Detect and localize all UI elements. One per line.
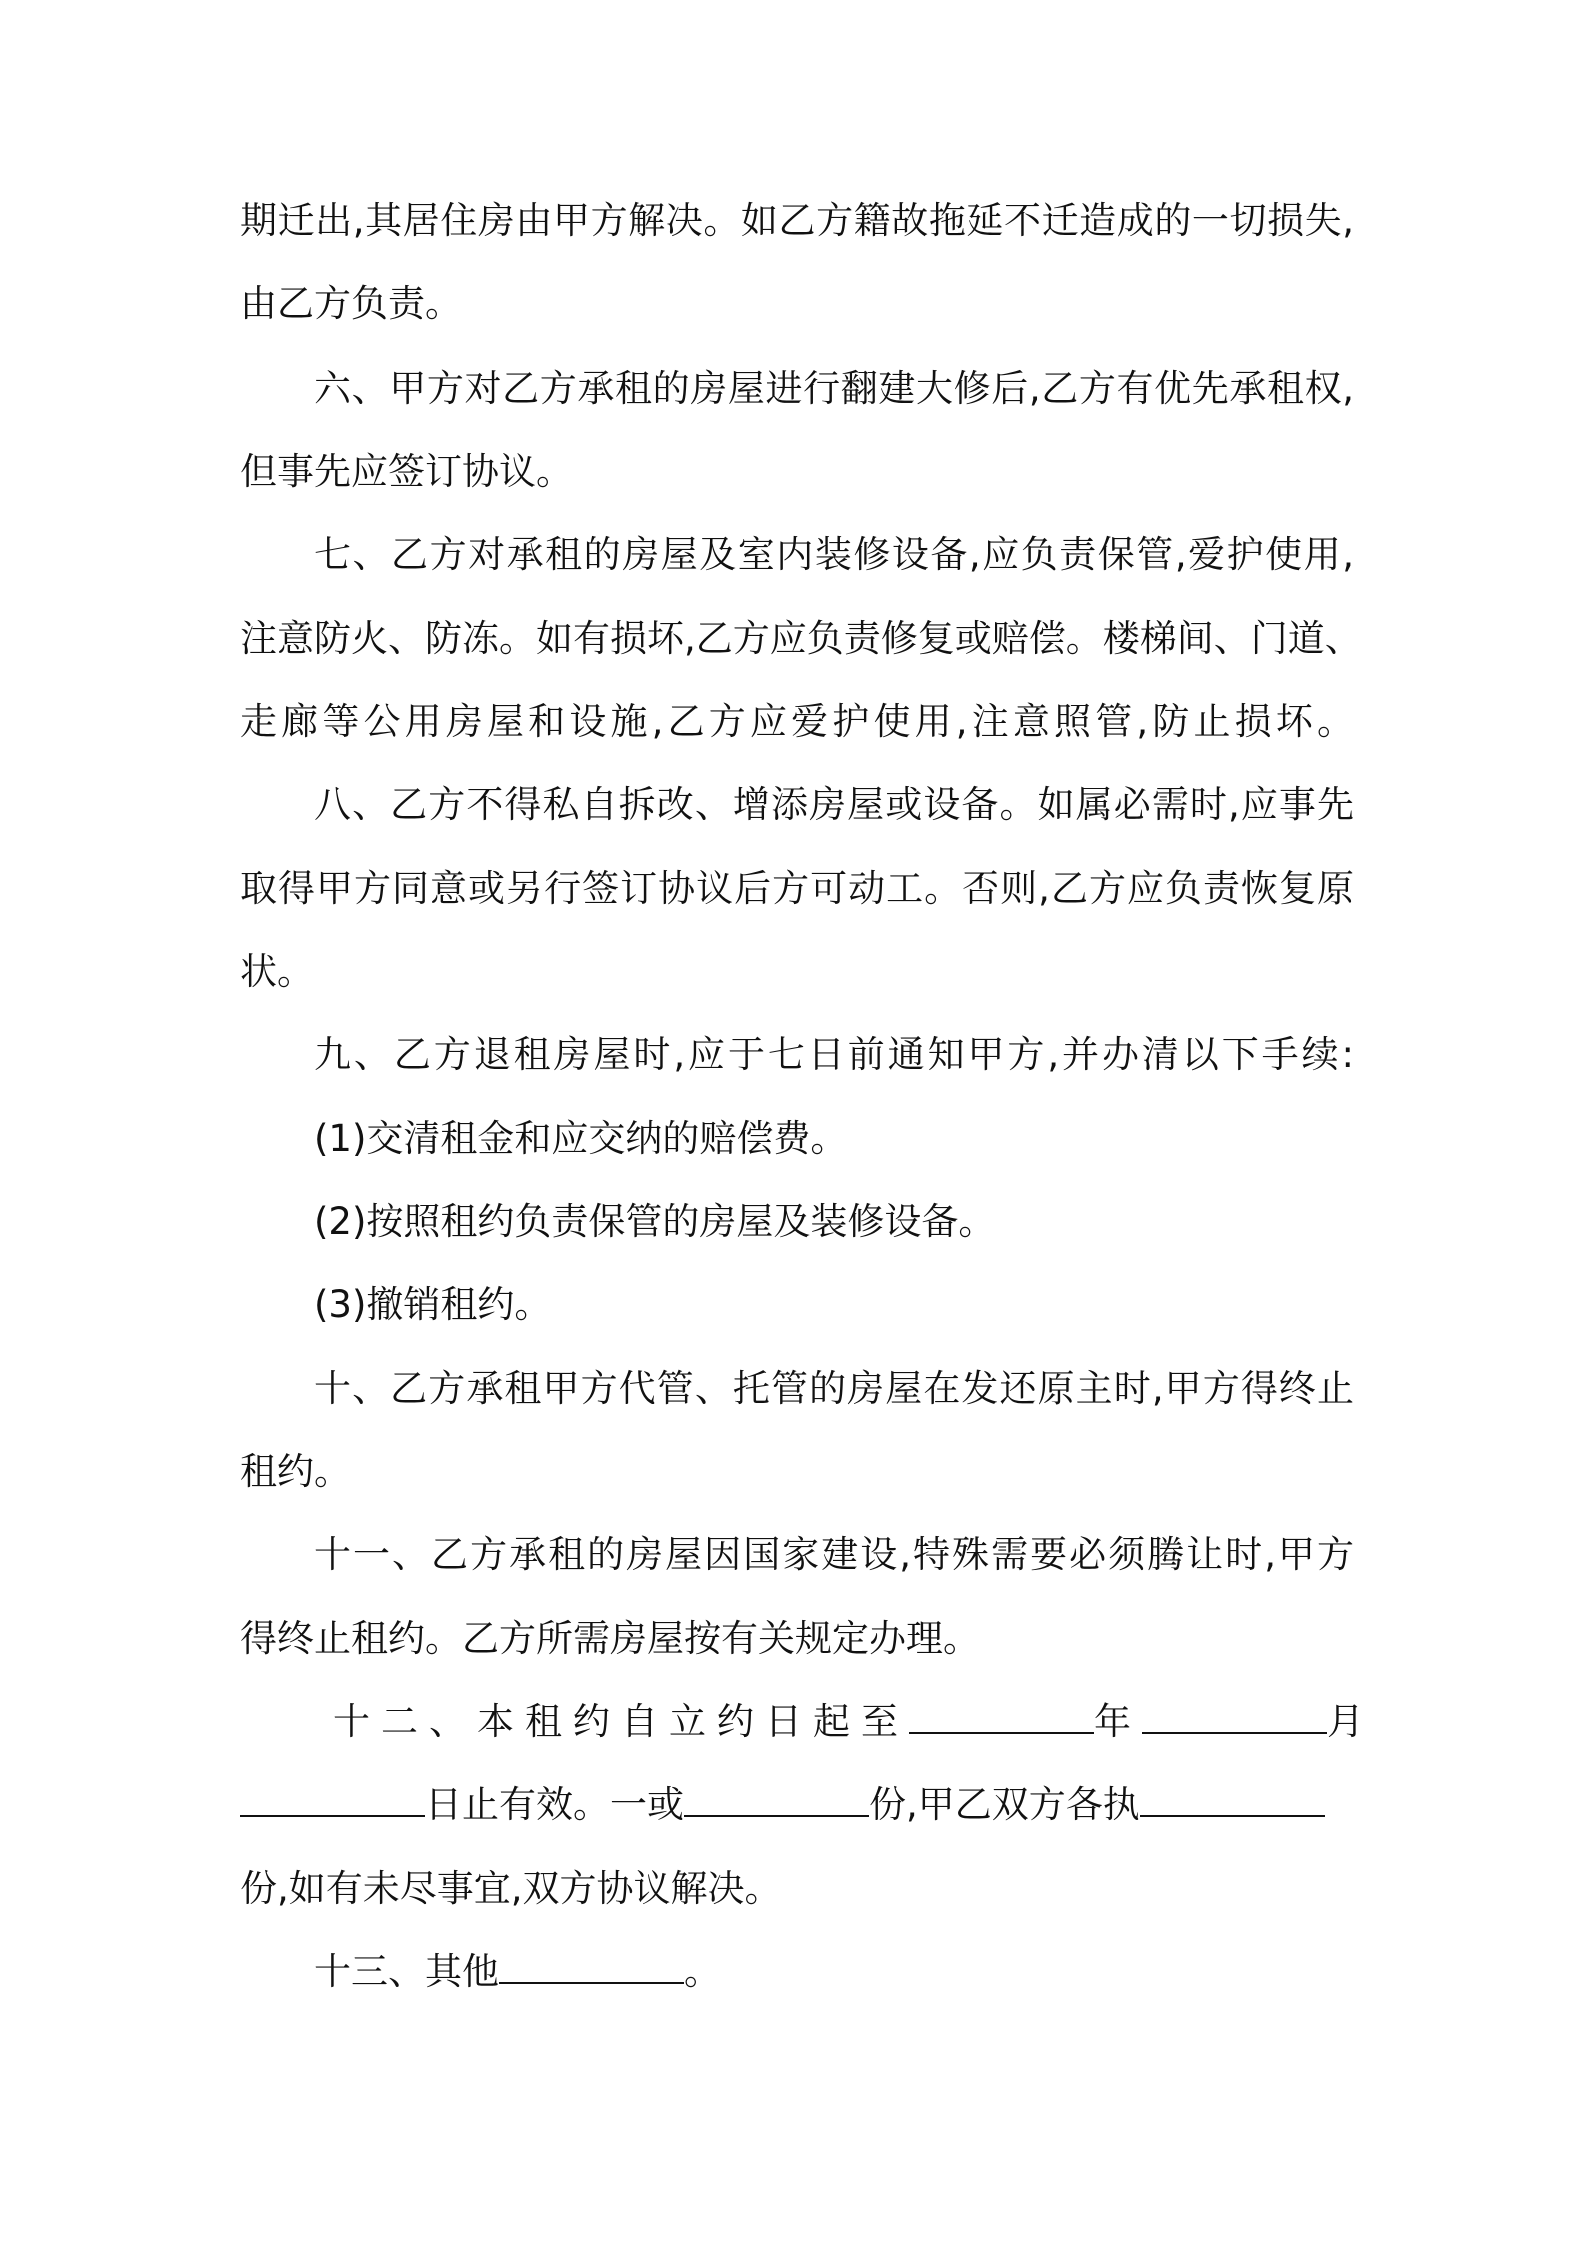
clause-13-end: 。 [684, 1950, 721, 1993]
blank-field [499, 1952, 684, 1984]
clause-12-text: 十二、本租约自立约日起至 [333, 1700, 909, 1743]
list-item: (2)按照租约负责保管的房屋及装修设备。 [314, 1200, 996, 1243]
text-line: 份,如有未尽事宜,双方协议解决。 [240, 1867, 782, 1910]
blank-field [684, 1785, 869, 1817]
clause-12 [333, 1699, 1375, 1745]
text-line: 走廊等公用房屋和设施,乙方应爱护使用,注意照管,防止损坏。 [240, 700, 1354, 743]
text-line: 期迁出,其居住房由甲方解决。如乙方籍故拖延不迁造成的一切损失, [240, 199, 1354, 242]
clause-6: 六、甲方对乙方承租的房屋进行翻建大修后,乙方有优先承租权, [314, 367, 1354, 410]
clause-11: 十一、乙方承租的房屋因国家建设,特殊需要必须腾让时,甲方 [314, 1533, 1354, 1576]
list-item: (1)交清租金和应交纳的赔偿费。 [314, 1117, 848, 1160]
text-line: 注意防火、防冻。如有损坏,乙方应负责修复或赔偿。楼梯间、门道、 [240, 617, 1362, 660]
text-line: 得终止租约。乙方所需房屋按有关规定办理。 [240, 1617, 980, 1660]
clause-13-text: 十三、其他 [314, 1950, 499, 1993]
blank-field [1142, 1702, 1327, 1734]
text-line: 取得甲方同意或另行签订协议后方可动工。否则,乙方应负责恢复原 [240, 867, 1354, 910]
clause-8: 八、乙方不得私自拆改、增添房屋或设备。如属必需时,应事先 [314, 783, 1354, 826]
list-item: (3)撤销租约。 [314, 1283, 552, 1326]
text-line: 但事先应签订协议。 [240, 450, 573, 493]
clause-13 [314, 1949, 721, 1995]
text-line: 租约。 [240, 1450, 351, 1493]
text-line: 由乙方负责。 [240, 282, 462, 325]
text-line [240, 1782, 1325, 1828]
clause-12-year: 年 [1094, 1700, 1142, 1743]
clause-10: 十、乙方承租甲方代管、托管的房屋在发还原主时,甲方得终止 [314, 1367, 1354, 1410]
clause-9: 九、乙方退租房屋时,应于七日前通知甲方,并办清以下手续: [314, 1033, 1354, 1076]
clause-12-text: 份,甲乙双方各执 [869, 1783, 1140, 1826]
blank-field [240, 1785, 425, 1817]
clause-12-month: 月 [1327, 1700, 1375, 1743]
blank-field [909, 1702, 1094, 1734]
clause-12-text: 日止有效。一或 [425, 1783, 684, 1826]
blank-field [1140, 1785, 1325, 1817]
text-line: 状。 [240, 950, 314, 993]
clause-7: 七、乙方对承租的房屋及室内装修设备,应负责保管,爱护使用, [314, 533, 1354, 576]
